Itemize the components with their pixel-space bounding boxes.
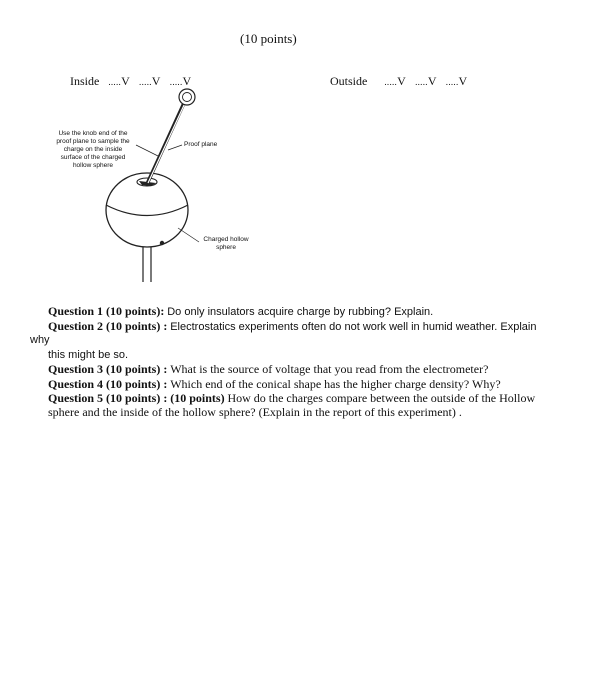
- outside-reading-1[interactable]: .....V: [384, 74, 407, 88]
- question-2-overflow: why: [30, 334, 50, 346]
- inside-label: Inside: [70, 74, 100, 88]
- inside-reading-2[interactable]: .....V: [139, 74, 161, 88]
- instruction-caption: Use the knob end of the proof plane to sample the charge on the inside surface of the charged hollow sphere: [56, 130, 130, 169]
- sphere-label: Charged hollow sphere: [203, 236, 249, 251]
- question-2-continuation: this might be so.: [48, 349, 129, 361]
- question-3: Question 3 (10 points) : What is the source of voltage that you read from the electrometer?: [48, 362, 489, 376]
- inside-reading-1[interactable]: .....V: [108, 74, 131, 88]
- hollow-sphere: [106, 173, 188, 247]
- question-4: Question 4 (10 points) : Which end of the conical shape has the higher charge density? Why?: [48, 377, 501, 391]
- question-5-continuation: sphere and the inside of the hollow sphere? (Explain in the report of this experiment) .: [48, 405, 462, 419]
- outside-reading-3[interactable]: .....V: [445, 74, 468, 88]
- outside-label: Outside: [330, 74, 368, 88]
- points-heading: (10 points): [240, 31, 297, 46]
- proof-plane-label: Proof plane: [184, 141, 218, 148]
- question-1: Question 1 (10 points): Do only insulators acquire charge by rubbing? Explain.: [48, 304, 434, 318]
- outside-reading-2[interactable]: .....V: [415, 74, 437, 88]
- instruction-pointer: [136, 145, 158, 156]
- inside-reading-3[interactable]: .....V: [169, 74, 192, 88]
- question-5: Question 5 (10 points) : (10 points) How do the charges compare between the outside of the Hollow: [48, 391, 536, 405]
- proof-plane: [147, 89, 195, 184]
- question-2: Question 2 (10 points) : Electrostatics experiments often do not work well in humid weather. Explain: [48, 319, 537, 333]
- proof-plane-pointer: [168, 145, 182, 150]
